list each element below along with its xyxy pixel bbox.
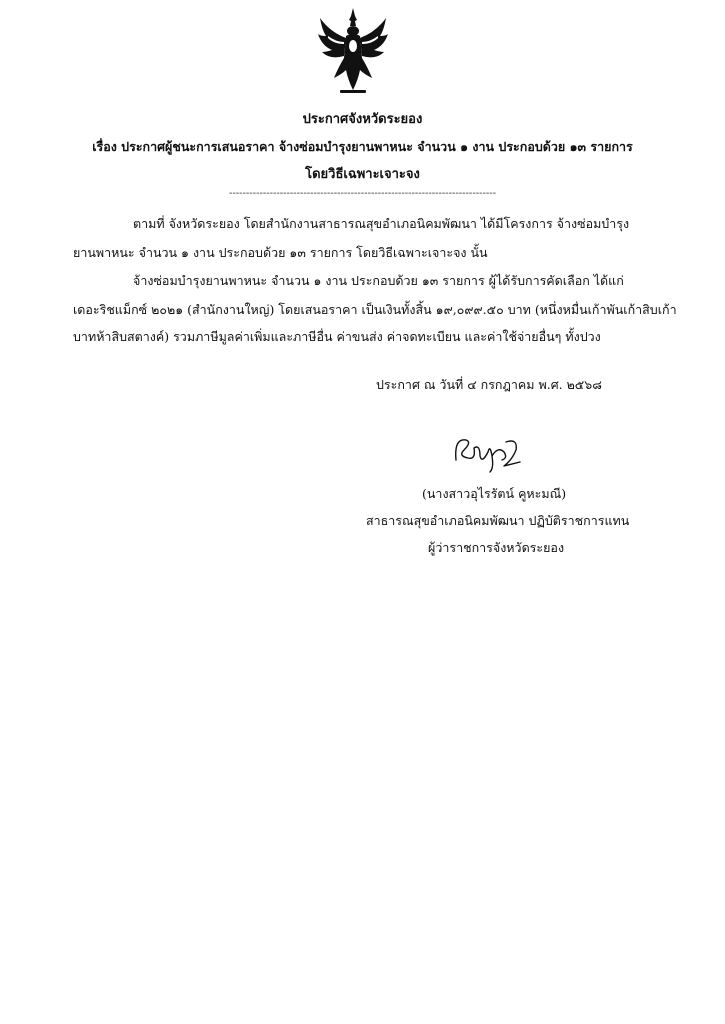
announcement-date: ประกาศ ณ วันที่ ๔ กรกฎาคม พ.ศ. ๒๕๖๘ (376, 377, 602, 392)
signatory-position: สาธารณสุขอำเภอนิคมพัฒนา ปฏิบัติราชการแทน (366, 513, 630, 528)
divider-line: ------------------------------------------------------------------------------- (229, 188, 496, 199)
body-line-2: ยานพาหนะ จำนวน ๑ งาน ประกอบด้วย ๑๓ รายการ โดยวิธีเฉพาะเจาะจง นั้น (73, 245, 488, 260)
signatory-name: (นางสาวอุไรรัตน์ คูหะมณี) (422, 486, 567, 501)
body-line-4: เดอะริชแม็กซ์ ๒๐๒๑ (สำนักงานใหญ่) โดยเสนอราคา เป็นเงินทั้งสิ้น ๑๙,๐๙๙.๕๐ บาท (หนึ่งหมื่นเก้าพันเก้าสิบเก้า (73, 302, 677, 317)
body-line-5: บาทห้าสิบสตางค์) รวมภาษีมูลค่าเพิ่มและภาษีอื่น ค่าขนส่ง ค่าจดทะเบียน และค่าใช้จ่ายอื่นๆ ทั้งปวง (73, 329, 601, 344)
garuda-emblem-icon (316, 6, 390, 96)
announcement-subject: เรื่อง ประกาศผู้ชนะการเสนอราคา จ้างซ่อมบำรุงยานพาหนะ จำนวน ๑ งาน ประกอบด้วย ๑๓ รายการ (92, 139, 633, 154)
procurement-method: โดยวิธีเฉพาะเจาะจง (305, 167, 420, 182)
announcement-title: ประกาศจังหวัดระยอง (302, 112, 423, 127)
body-line-3: จ้างซ่อมบำรุงยานพาหนะ จำนวน ๑ งาน ประกอบด้วย ๑๓ รายการ ผู้ได้รับการคัดเลือก ได้แก่ (133, 273, 624, 288)
body-line-1: ตามที่ จังหวัดระยอง โดยสำนักงานสาธารณสุขอำเภอนิคมพัฒนา ได้มีโครงการ จ้างซ่อมบำรุง (133, 216, 630, 231)
handwritten-signature-icon (446, 430, 526, 474)
signatory-office: ผู้ว่าราชการจังหวัดระยอง (428, 540, 565, 555)
